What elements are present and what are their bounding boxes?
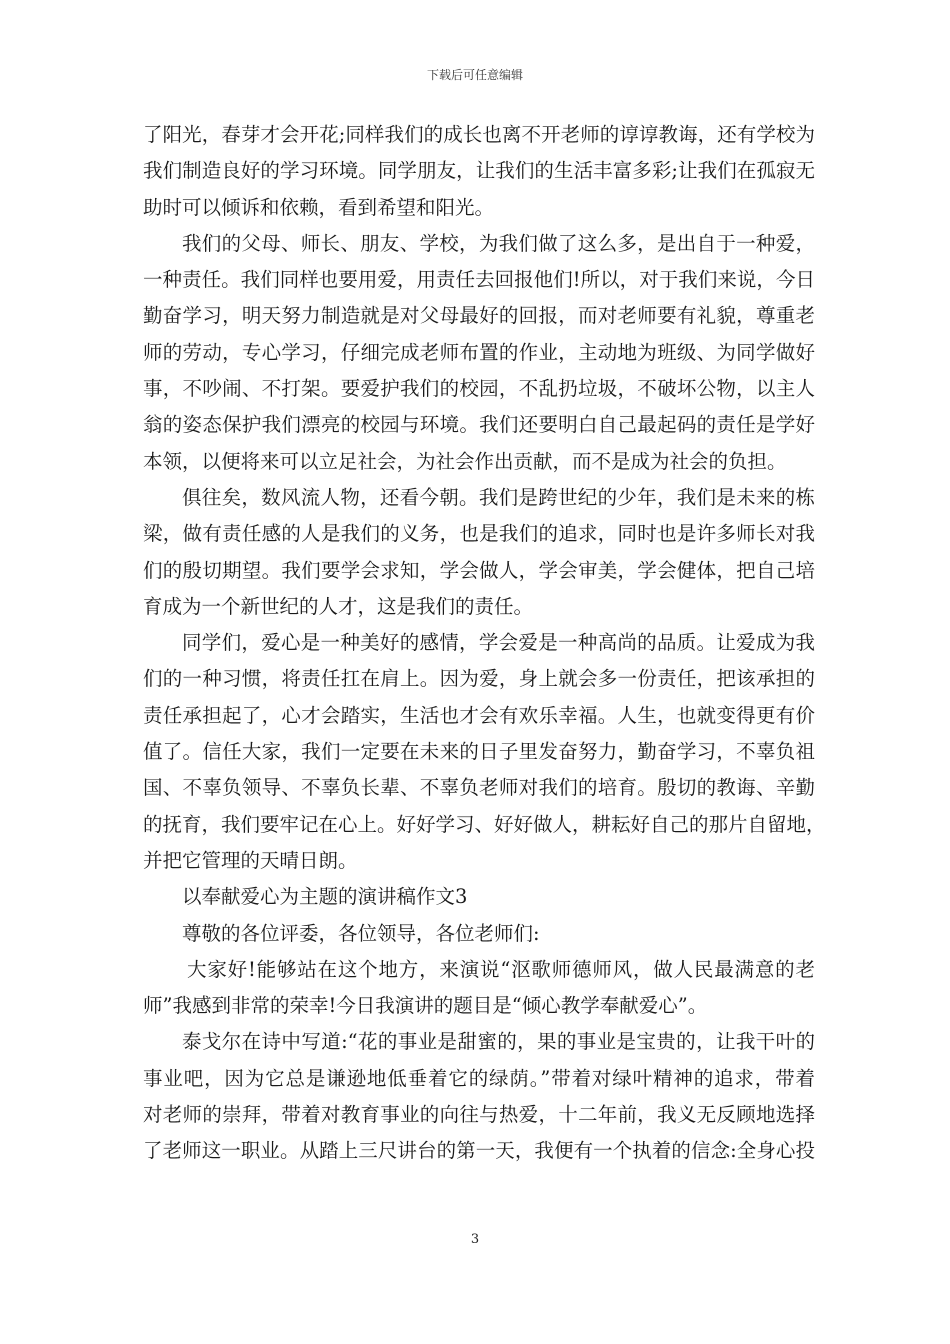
page-header-note: 下载后可任意编辑	[426, 68, 523, 82]
text-line: 的抚育，我们要牢记在心上。好好学习、好好做人，耕耘好自己的那片自留地，	[143, 812, 826, 836]
text-line: 对老师的崇拜，带着对教育事业的向往与热爱，十二年前，我义无反顾地选择	[143, 1103, 815, 1127]
text-line: 尊敬的各位评委，各位领导，各位老师们:	[182, 921, 540, 945]
text-line: 们的殷切期望。我们要学会求知，学会做人，学会审美，学会健体，把自己培	[143, 558, 815, 582]
text-line: 责任承担起了，心才会踏实，生活也才会有欢乐幸福。人生，也就变得更有价	[143, 703, 815, 727]
text-line: 一种责任。我们同样也要用爱，用责任去回报他们!所以，对于我们来说，今日	[143, 268, 815, 292]
text-line: 们的一种习惯，将责任扛在肩上。因为爱，身上就会多一份责任，把该承担的	[143, 667, 815, 691]
text-line: 值了。信任大家，我们一定要在未来的日子里发奋努力，勤奋学习，不辜负祖	[143, 740, 815, 764]
text-line: 了老师这一职业。从踏上三尺讲台的第一天，我便有一个执着的信念:全身心投	[143, 1139, 815, 1163]
text-line: 我们制造良好的学习环境。同学朋友，让我们的生活丰富多彩;让我们在孤寂无	[143, 159, 815, 183]
text-line: 梁，做有责任感的人是我们的义务，也是我们的追求，同时也是许多师长对我	[143, 522, 815, 546]
text-line: 国、不辜负领导、不辜负长辈、不辜负老师对我们的培育。殷切的教诲、辛勤	[143, 776, 815, 800]
text-line: 翁的姿态保护我们漂亮的校园与环境。我们还要明白自己最起码的责任是学好	[143, 413, 815, 437]
text-line: 师”我感到非常的荣幸!今日我演讲的题目是“倾心教学奉献爱心”。	[143, 994, 708, 1018]
text-line: 助时可以倾诉和依赖，看到希望和阳光。	[143, 195, 495, 219]
text-line: 事业吧，因为它总是谦逊地低垂着它的绿荫。”带着对绿叶精神的追求，带着	[143, 1066, 815, 1090]
text-line: 我们的父母、师长、朋友、学校，为我们做了这么多，是出自于一种爱，	[182, 231, 815, 255]
text-line: 并把它管理的天晴日朗。	[143, 848, 358, 872]
document-body	[143, 117, 826, 1170]
text-line: 本领，以便将来可以立足社会，为社会作出贡献，而不是成为社会的负担。	[143, 449, 787, 473]
text-line: 泰戈尔在诗中写道:“花的事业是甜蜜的，果的事业是宝贵的，让我干叶的	[182, 1030, 815, 1054]
text-line: 师的劳动，专心学习，仔细完成老师布置的作业，主动地为班级、为同学做好	[143, 340, 815, 364]
text-line: 育成为一个新世纪的人才，这是我们的责任。	[143, 594, 534, 618]
text-line: 事，不吵闹、不打架。要爱护我们的校园，不乱扔垃圾，不破坏公物，以主人	[143, 377, 815, 401]
text-line: 了阳光，春芽才会开花;同样我们的成长也离不开老师的谆谆教诲，还有学校为	[143, 123, 815, 146]
page-number: 3	[470, 1232, 480, 1247]
text-line: 勤奋学习，明天努力制造就是对父母最好的回报，而对老师要有礼貌，尊重老	[143, 304, 815, 328]
text-line: 以奉献爱心为主题的演讲稿作文3	[182, 885, 468, 909]
text-line: 同学们，爱心是一种美好的感情，学会爱是一种高尚的品质。让爱成为我	[182, 631, 815, 655]
text-line: 大家好!能够站在这个地方，来演说“沤歌师德师风，做人民最满意的老	[187, 957, 815, 981]
text-line: 俱往矣，数风流人物，还看今朝。我们是跨世纪的少年，我们是未来的栋	[182, 485, 815, 509]
